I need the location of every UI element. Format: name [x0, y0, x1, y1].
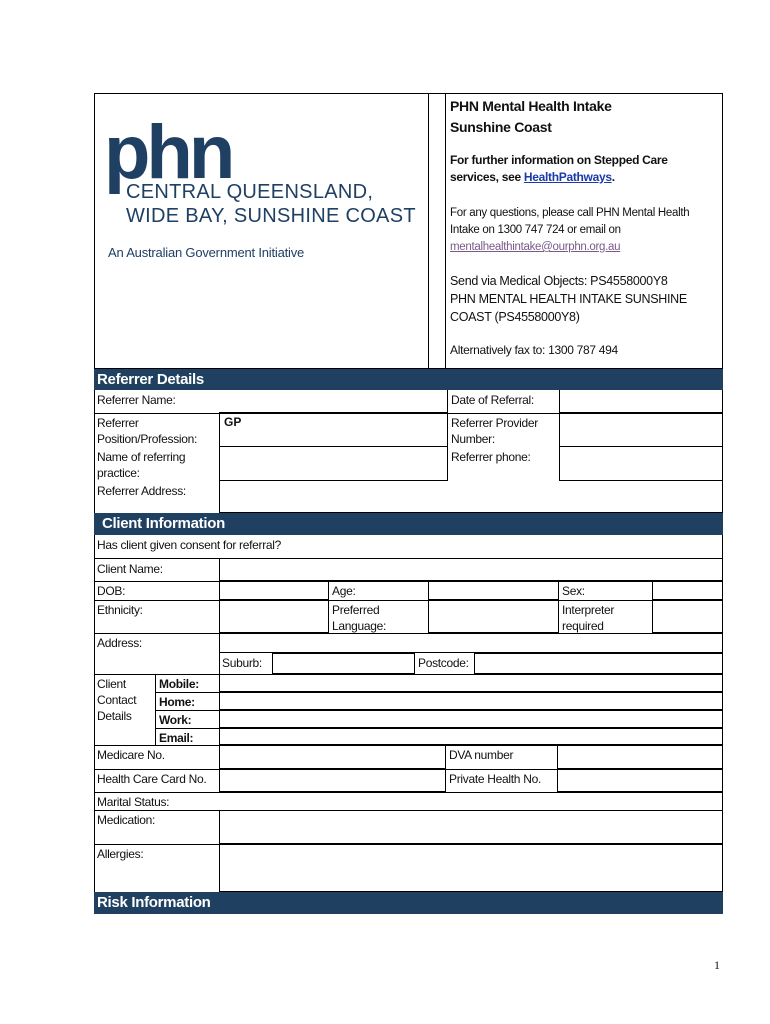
consent-label: Has client given consent for referral? — [97, 538, 282, 552]
referrer-name-input[interactable] — [219, 390, 448, 413]
address-label: Address: — [97, 636, 142, 650]
questions-info: For any questions, please call PHN Mental Health Intake on 1300 747 724 or email on mentalhealthintake@ourphn.org.au — [450, 207, 690, 253]
fax-info: Alternatively fax to: 1300 787 494 — [450, 343, 618, 357]
client-name-label: Client Name: — [97, 562, 163, 576]
health-care-card-input[interactable] — [219, 769, 446, 792]
mobile-input[interactable] — [219, 674, 723, 692]
date-of-referral-label: Date of Referral: — [451, 393, 534, 407]
email-input[interactable] — [219, 728, 723, 745]
dob-input[interactable] — [219, 581, 329, 600]
dva-label: DVA number — [449, 748, 514, 762]
postcode-input[interactable] — [474, 653, 723, 674]
suburb-label: Suburb: — [222, 656, 262, 670]
further-info: For further information on Stepped Care services, see HealthPathways. — [450, 153, 668, 184]
referrer-provider-input[interactable] — [559, 413, 723, 447]
referrer-address-input[interactable] — [219, 481, 723, 513]
ethnicity-input[interactable] — [219, 600, 329, 633]
header-divider — [445, 93, 446, 369]
logo-region-line1: CENTRAL QUEENSLAND, — [126, 181, 374, 203]
work-input[interactable] — [219, 710, 723, 728]
intake-email-link[interactable]: mentalhealthintake@ourphn.org.au — [450, 241, 621, 253]
age-label: Age: — [332, 584, 356, 598]
dva-input[interactable] — [557, 745, 723, 769]
referrer-position-input[interactable] — [219, 413, 448, 447]
referrer-details-heading: Referrer Details — [94, 369, 723, 390]
referring-practice-label: Name of referring practice: — [97, 450, 186, 480]
postcode-label: Postcode: — [418, 656, 469, 670]
risk-information-heading: Risk Information — [94, 892, 723, 914]
suburb-input[interactable] — [272, 653, 415, 674]
marital-status-label: Marital Status: — [97, 795, 170, 809]
private-health-input[interactable] — [557, 769, 723, 792]
form-title: PHN Mental Health Intake Sunshine Coast — [450, 98, 612, 135]
home-label: Home: — [159, 695, 195, 709]
private-health-label: Private Health No. — [449, 772, 541, 786]
allergies-input[interactable] — [219, 844, 723, 892]
medicare-input[interactable] — [219, 745, 446, 769]
address-input[interactable] — [219, 633, 723, 653]
home-input[interactable] — [219, 692, 723, 710]
preferred-language-label: Preferred Language: — [332, 603, 387, 633]
medication-label: Medication: — [97, 813, 156, 827]
medication-input[interactable] — [219, 810, 723, 844]
logo-initiative: An Australian Government Initiative — [108, 245, 305, 260]
preferred-language-input[interactable] — [428, 600, 559, 633]
sex-input[interactable] — [652, 581, 723, 600]
referrer-provider-label: Referrer Provider Number: — [451, 416, 538, 446]
healthpathways-link[interactable]: HealthPathways — [523, 170, 612, 184]
date-of-referral-input[interactable] — [559, 390, 723, 413]
interpreter-input[interactable] — [652, 600, 723, 633]
referring-practice-input[interactable] — [219, 447, 448, 481]
work-label: Work: — [159, 713, 192, 727]
send-info: Send via Medical Objects: PS4558000Y8 PHN MENTAL HEALTH INTAKE SUNSHINE COAST (PS4558000Y8) — [450, 274, 687, 324]
page-number: 1 — [714, 958, 720, 972]
email-label: Email: — [159, 731, 194, 745]
client-information-heading: Client Information — [94, 513, 723, 535]
age-input[interactable] — [428, 581, 559, 600]
referrer-address-label: Referrer Address: — [97, 484, 186, 498]
allergies-label: Allergies: — [97, 847, 144, 861]
mobile-label: Mobile: — [159, 677, 199, 691]
referrer-position-value: GP — [224, 415, 242, 429]
health-care-card-label: Health Care Card No. — [97, 772, 207, 786]
referrer-position-label: Referrer Position/Profession: — [97, 416, 198, 446]
referrer-phone-label: Referrer phone: — [451, 450, 531, 464]
phn-logo: phn — [104, 110, 232, 195]
referrer-phone-input[interactable] — [559, 447, 723, 481]
referrer-name-label: Referrer Name: — [97, 393, 176, 407]
client-name-input[interactable] — [219, 558, 723, 581]
client-contact-details-label: Client Contact Details — [97, 677, 137, 723]
logo-region-line2: WIDE BAY, SUNSHINE COAST — [126, 205, 416, 227]
medicare-label: Medicare No. — [97, 748, 165, 762]
dob-label: DOB: — [97, 584, 126, 598]
ethnicity-label: Ethnicity: — [97, 603, 143, 617]
header-divider — [428, 93, 429, 369]
sex-label: Sex: — [562, 584, 585, 598]
interpreter-label: Interpreter required — [562, 603, 615, 633]
